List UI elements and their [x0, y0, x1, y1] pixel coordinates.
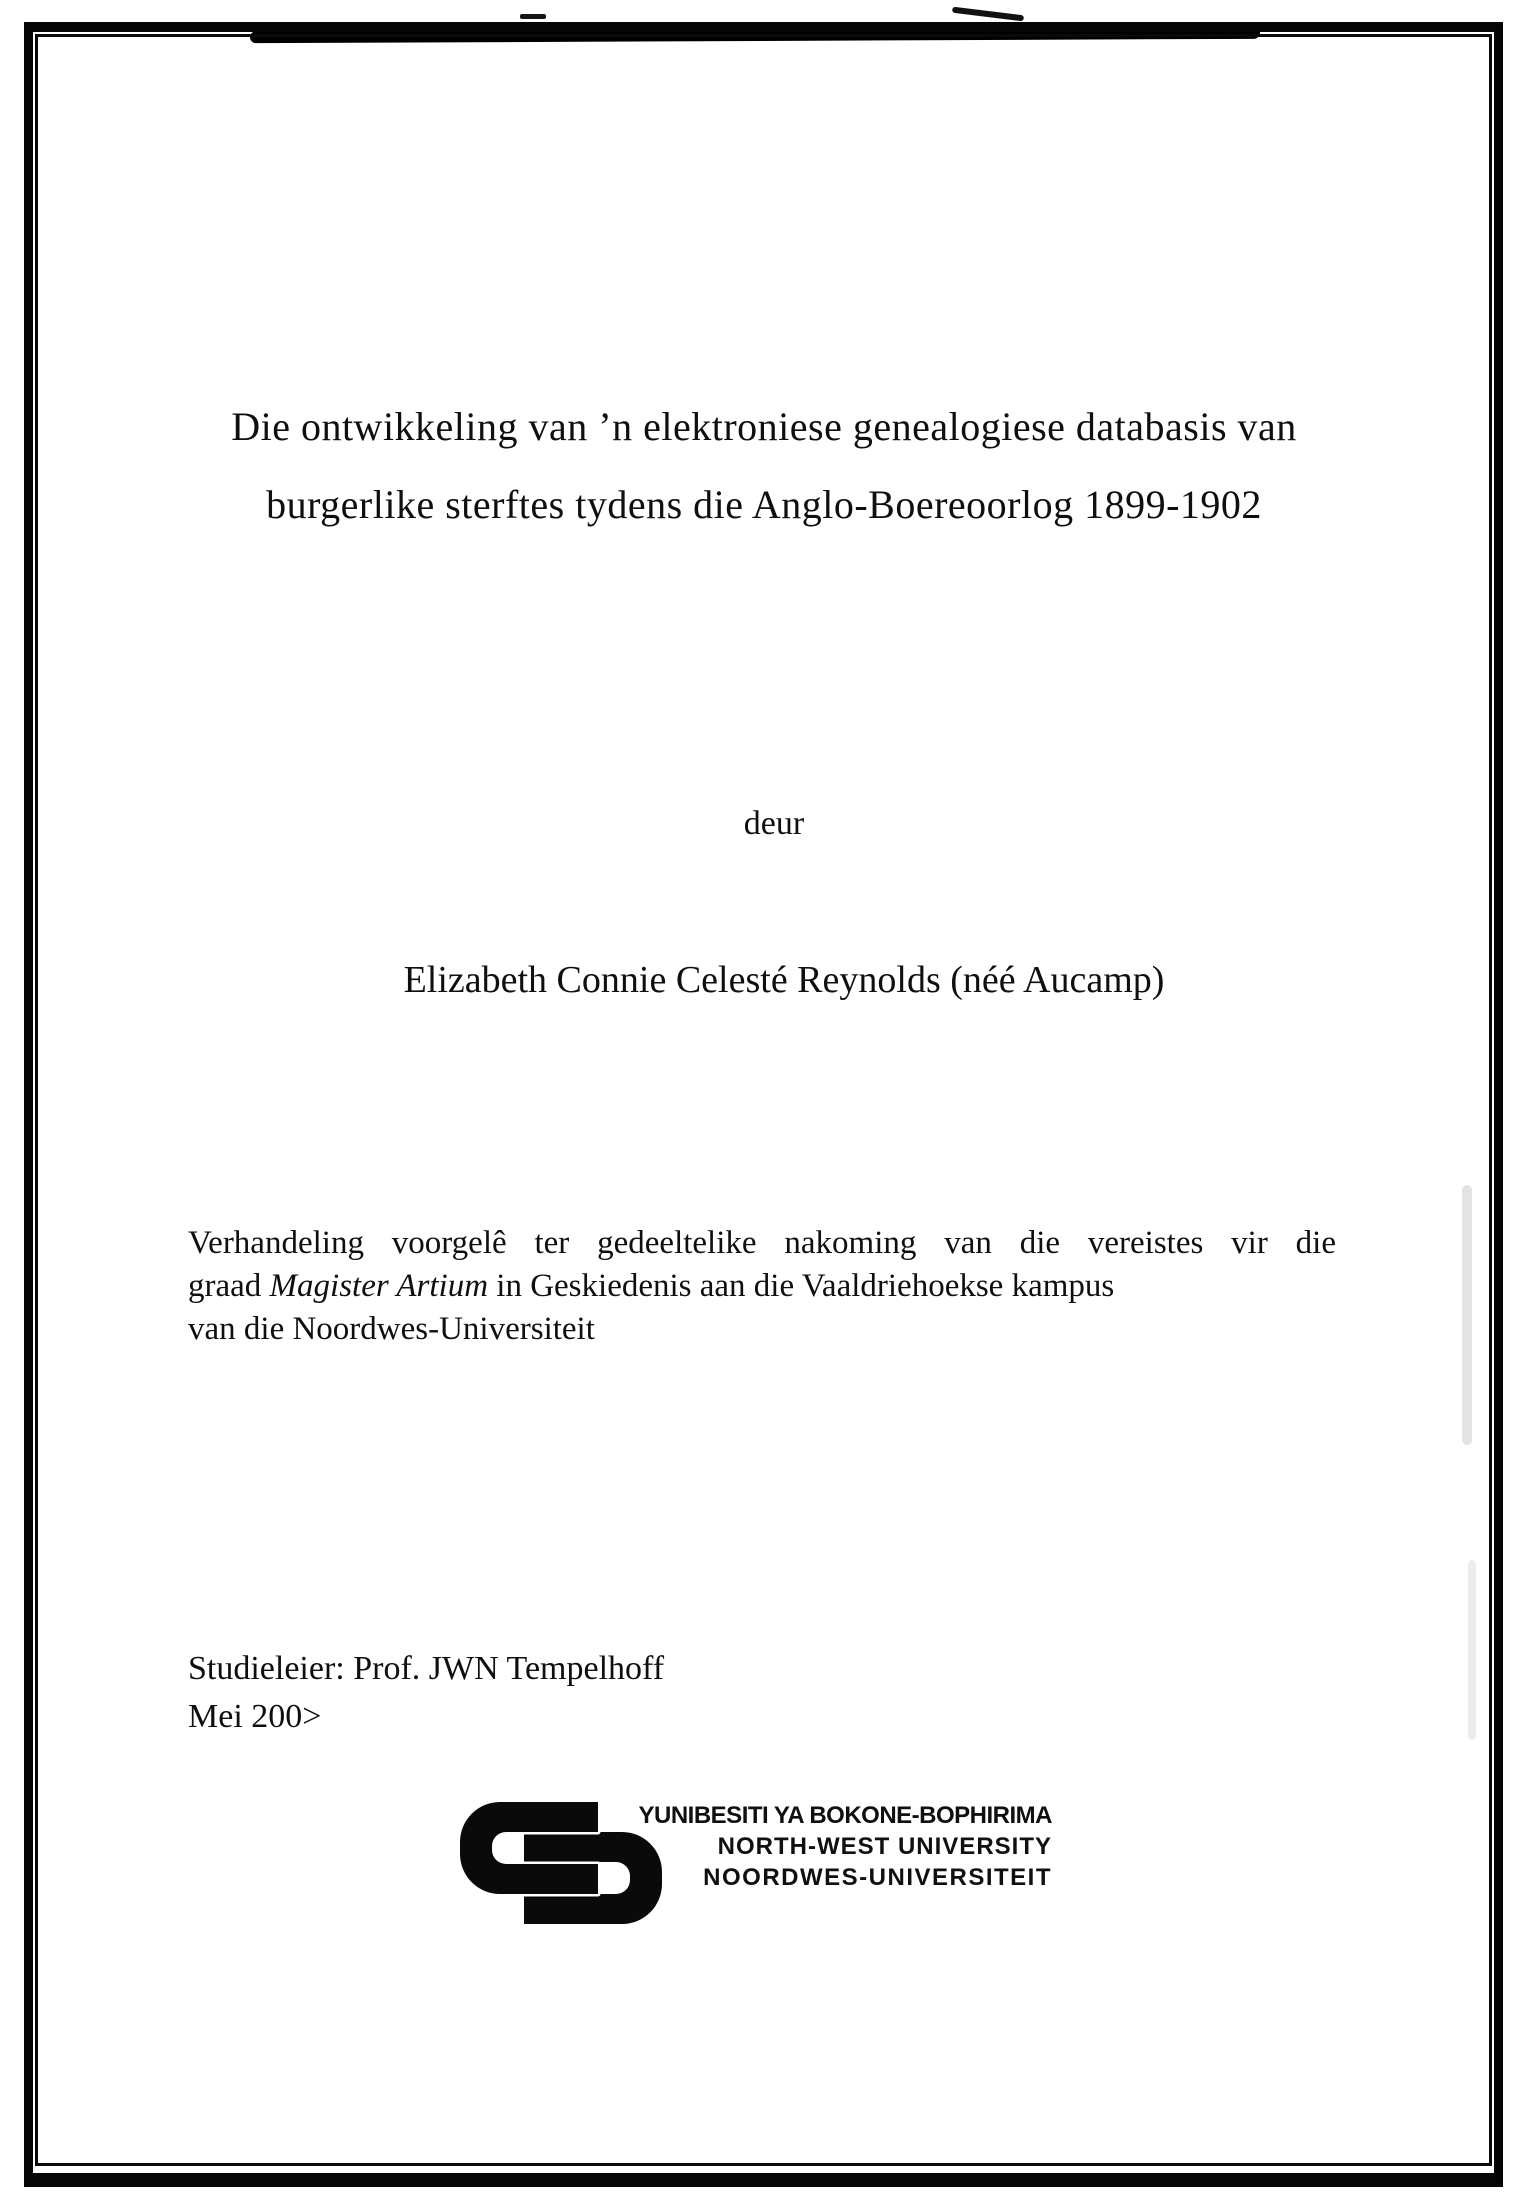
scan-artifact-speck	[520, 14, 546, 19]
degree-statement-line2-prefix: graad	[188, 1268, 262, 1304]
thesis-title	[44, 388, 1484, 544]
degree-statement	[188, 1222, 1336, 1351]
scan-artifact-mark	[952, 7, 1024, 22]
degree-name-italic: Magister Artium	[269, 1268, 489, 1304]
degree-statement-line1: Verhandeling voorgelê ter gedeeltelike nakoming van die vereistes vir die	[188, 1225, 1336, 1261]
degree-statement-line3: van die Noordwes-Universiteit	[188, 1311, 595, 1347]
university-name-english: NORTH-WEST UNIVERSITY	[717, 1833, 1052, 1860]
date-line: Mei 200>	[188, 1698, 322, 1735]
thesis-title-line1: Die ontwikkeling van ’n elektroniese genealogiese databasis van	[231, 404, 1297, 449]
university-logo	[460, 1800, 1100, 1930]
supervisor-line: Studieleier: Prof. JWN Tempelhoff	[188, 1650, 665, 1687]
degree-statement-line2-suffix: in Geskiedenis aan die Vaaldriehoekse kampus	[496, 1268, 1115, 1304]
university-logo-text	[600, 1800, 1052, 1893]
supervisor-block	[188, 1645, 664, 1741]
scan-smudge	[1462, 1185, 1472, 1445]
scan-smudge	[1468, 1560, 1476, 1740]
degree-statement-line2	[188, 1265, 1336, 1308]
thesis-title-line2: burgerlike sterftes tydens die Anglo-Boereoorlog 1899-1902	[266, 482, 1262, 527]
university-name-afrikaans: NOORDWES-UNIVERSITEIT	[703, 1864, 1052, 1891]
university-name-setswana: YUNIBESITI YA BOKONE-BOPHIRIMA	[638, 1802, 1052, 1829]
author-name: Elizabeth Connie Celesté Reynolds (néé Aucamp)	[403, 959, 1165, 1001]
byline-label: deur	[743, 805, 805, 842]
